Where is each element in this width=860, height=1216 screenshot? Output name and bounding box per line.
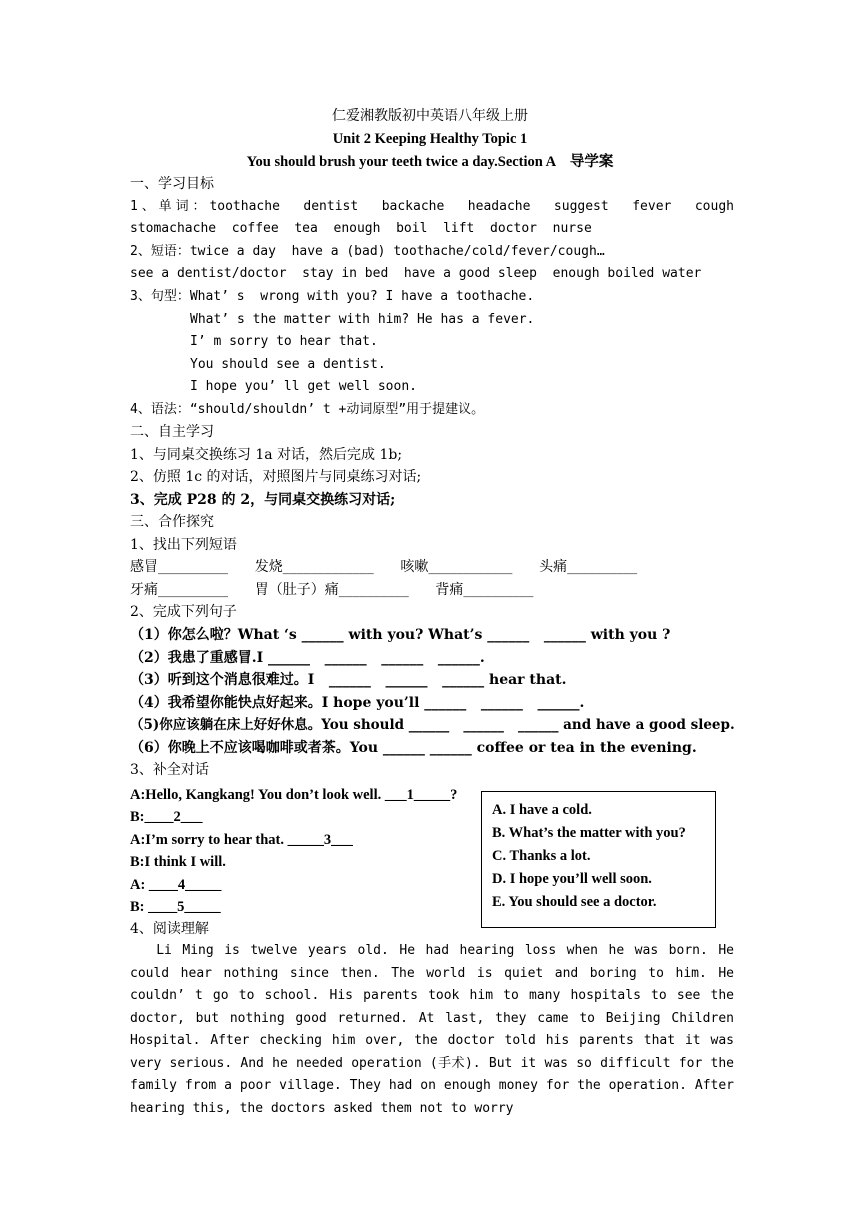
- option-d: D. I hope you’ll well soon.: [492, 871, 652, 887]
- header-section-title: You should brush your teeth twice a day.Section A 导学案: [246, 154, 614, 170]
- header-title-chinese: 仁爱湘教版初中英语八年级上册: [332, 108, 528, 124]
- phrase-blanks-row-2: 牙痛__________ 胃（肚子）痛__________ 背痛__________: [130, 582, 534, 598]
- grammar-line: 4、语法：“should/shouldn’ t +动词原型”用于提建议。: [130, 402, 485, 417]
- option-b: B. What’s the matter with you?: [492, 825, 686, 841]
- sentence-task-title: 2、完成下列句子: [130, 604, 237, 620]
- section3-heading: 三、合作探究: [130, 514, 214, 530]
- sentence-item-3: （3）听到这个消息很难过。I ______ ______ ______ hear that.: [130, 672, 567, 688]
- sentence-item-5: （5)你应该躺在床上好好休息。You should ______ ______ ______ and have a good sleep.: [130, 717, 735, 733]
- option-a: A. I have a cold.: [492, 802, 592, 818]
- dialogue-line-5: A: ____4_____: [130, 877, 222, 893]
- sentence-item-2: （2）我患了重感冒.I ______ ______ ______ ______.: [130, 650, 485, 666]
- phrases-line-1: 2、短语：twice a day have a (bad) toothache/cold/fever/cough…: [130, 244, 605, 259]
- phrases-line-2: see a dentist/doctor stay in bed have a good sleep enough boiled water: [130, 266, 702, 281]
- self-study-task-1: 1、与同桌交换练习 1a 对话，然后完成 1b;: [130, 447, 403, 463]
- sentence-pattern-4: You should see a dentist.: [190, 357, 386, 372]
- answer-options-box: [481, 791, 716, 928]
- vocab-line-2: stomachache coffee tea enough boil lift doctor nurse: [130, 221, 592, 236]
- reading-passage: Li Ming is twelve years old. He had hearing loss when he was born. He could hear nothing since then. The world is quiet and boring to him. He couldn’ t go to school. His parents took him to many hospitals to see the doctor, but nothing good returned. At last, they came to Beijing Children Hospital. After checking him over, the doctor told his parents that it was very serious. And he needed operation (手术). But it was so difficult for the family from a poor village. They had on enough money for the operation. After hearing this, the doctors asked them not to worry: [130, 943, 734, 1116]
- option-e: E. You should see a doctor.: [492, 894, 657, 910]
- phrase-blanks-row-1: 感冒__________ 发烧_____________ 咳嗽____________ 头痛__________: [130, 559, 638, 575]
- dialogue-line-4: B:I think I will.: [130, 854, 226, 870]
- dialogue-line-1: A:Hello, Kangkang! You don’t look well. ___1_____?: [130, 787, 458, 803]
- section2-heading: 二、自主学习: [130, 424, 214, 440]
- reading-task-title: 4、阅读理解: [130, 921, 209, 937]
- sentence-item-6: （6）你晚上不应该喝咖啡或者茶。You ______ ______ coffee or tea in the evening.: [130, 740, 697, 756]
- header-unit-title: Unit 2 Keeping Healthy Topic 1: [332, 131, 528, 147]
- sentence-pattern-2: What’ s the matter with him? He has a fever.: [190, 312, 535, 327]
- sentence-pattern-1: 3、句型：What’ s wrong with you? I have a toothache.: [130, 289, 535, 304]
- dialogue-task-title: 3、补全对话: [130, 762, 209, 778]
- sentence-item-4: （4）我希望你能快点好起来。I hope you’ll ______ ______ ______.: [130, 695, 585, 711]
- sentence-item-1: （1）你怎么啦？What ‘s ______ with you? What’s ______ ______ with you ?: [130, 627, 671, 643]
- sentence-pattern-5: I hope you’ ll get well soon.: [190, 379, 417, 394]
- self-study-task-2: 2、仿照 1c 的对话，对照图片与同桌练习对话;: [130, 469, 422, 485]
- section1-heading: 一、学习目标: [130, 176, 214, 192]
- option-c: C. Thanks a lot.: [492, 848, 591, 864]
- dialogue-line-3: A:I’m sorry to hear that. _____3___: [130, 832, 353, 848]
- sentence-pattern-3: I’ m sorry to hear that.: [190, 334, 378, 349]
- phrase-task-title: 1、找出下列短语: [130, 537, 237, 553]
- self-study-task-3: 3、完成 P28 的 2，与同桌交换练习对话;: [130, 492, 396, 508]
- dialogue-line-6: B: ____5_____: [130, 899, 221, 915]
- dialogue-line-2: B:____2___: [130, 809, 203, 825]
- vocab-line-1: 1、单词：toothache dentist backache headache suggest fever cough: [130, 199, 734, 214]
